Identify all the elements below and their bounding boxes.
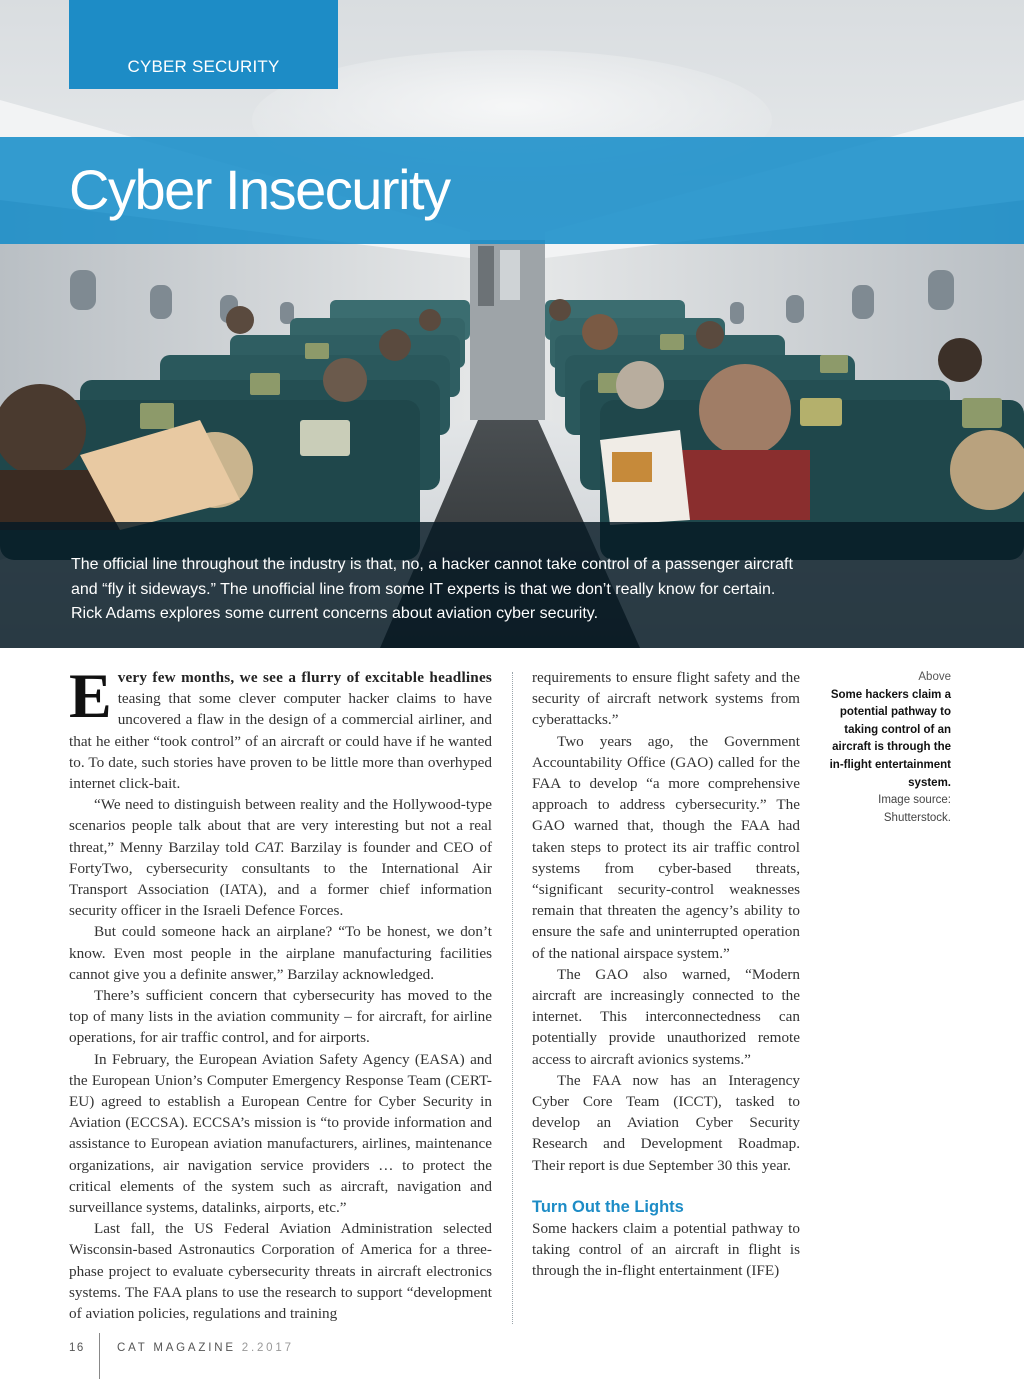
paragraph-3: But could someone hack an airplane? “To be honest, we don’t know. Even most people in the airplane manufacturing facilities cannot give you a definite answer,” Barzilay acknowledged. xyxy=(69,923,492,983)
paragraph-11: Some hackers claim a potential pathway to taking control of an aircraft in flight is through the in-flight entertainment (IFE) xyxy=(532,1219,800,1280)
footer-divider xyxy=(99,1333,100,1379)
paragraph-7: requirements to ensure flight safety and the security of aircraft network systems from cyberattacks.” xyxy=(532,669,800,729)
lead-in: very few months, we see a flurry of excitable headlines xyxy=(117,669,492,686)
drop-cap: E xyxy=(69,660,112,731)
paragraph-5: In February, the European Aviation Safety Agency (EASA) and the European Union’s Computer Emergency Response Team (CERT-EU) agreed to establish a European Centre for Cyber Security in Aviation (ECCSA). ECCSA’s mission is “to provide information and assistance to European aviation manufacturers, airlines, maintenance organizations, air navigation service providers … to protect the critical elements of the system such as aircraft, navigation and surveillance systems, datalinks, airports, etc.” xyxy=(69,1050,492,1217)
standfirst-line-3 xyxy=(71,602,951,627)
article-column-right xyxy=(532,667,800,1281)
paragraph-1 xyxy=(69,660,492,794)
publication-footer xyxy=(117,1342,294,1354)
page-title: Cyber Insecurity xyxy=(69,158,450,221)
standfirst-line-2: and “fly it sideways.” The unofficial line from some IT experts is that we don’t really know for certain. xyxy=(71,580,776,598)
page-number: 16 xyxy=(69,1342,85,1354)
caption-text: Some hackers claim a potential pathway to taking control of an aircraft is through the in-flight entertainment system. xyxy=(829,688,951,789)
article-column-left xyxy=(69,660,493,1324)
paragraph-10: The FAA now has an Interagency Cyber Core Team (ICCT), tasked to develop an Aviation Cyber Security Research and Development Roadmap. Their report is due September 30 this year. xyxy=(532,1071,800,1174)
subheading: Turn Out the Lights xyxy=(532,1197,684,1216)
column-divider xyxy=(512,672,513,1324)
standfirst-line-1: The official line throughout the industry is that, no, a hacker cannot take control of a passenger aircraft xyxy=(71,556,793,573)
paragraph-2-text-b: Barzilay is founder and CEO of FortyTwo, cybersecurity consultants to the International Air Transport Association (IATA), and a former chief information security officer in the Israeli Defence Forces. xyxy=(69,838,493,920)
paragraph-1-text: teasing that some clever computer hacker claims to have uncovered a flaw in the design of a commercial airliner, and that he either “took control” of an aircraft or could have if he wanted to. To date, such stories have proven to be little more than overhyped internet click-bait. xyxy=(69,690,492,793)
paragraph-4: There’s sufficient concern that cybersecurity has moved to the top of many lists in the aviation community – for aircraft, for airline operations, for air traffic control, and for airports. xyxy=(69,987,492,1047)
caption-source: Image source: Shutterstock. xyxy=(878,794,951,824)
author-name: Rick Adams xyxy=(71,605,156,622)
paragraph-9: The GAO also warned, “Modern aircraft are increasingly connected to the internet. This interconnectedness can potentially provide unauthorized remote access to aircraft avionics systems.” xyxy=(532,965,800,1068)
hero-image-area xyxy=(0,0,1024,648)
magazine-name: CAT. xyxy=(254,838,285,856)
section-label: CYBER SECURITY xyxy=(127,57,280,76)
caption-label: Above xyxy=(918,671,951,683)
section-tab xyxy=(69,0,338,89)
photo-caption xyxy=(826,669,951,827)
paragraph-6: Last fall, the US Federal Aviation Administration selected Wisconsin-based Astronautics Corporation of America for a three-phase project to evaluate cybersecurity threats in aircraft electronics systems. The FAA plans to use the research to support “development of aviation policies, regulations and training xyxy=(69,1220,492,1323)
standfirst-line-3-text: explores some current concerns about aviation cyber security. xyxy=(159,605,599,622)
standfirst xyxy=(71,553,951,627)
paragraph-8: Two years ago, the Government Accountability Office (GAO) called for the FAA to develop “a more comprehensive approach to address cybersecurity.” The GAO warned that, though the FAA had taken steps to protect its air traffic control systems from cyber-based threats, “significant security-control weaknesses remain that threaten the agency’s ability to ensure the safe and uninterrupted operation of the national airspace system.” xyxy=(532,732,800,962)
publication-name: CAT MAGAZINE xyxy=(117,1342,236,1354)
issue-number: 2.2017 xyxy=(241,1342,294,1354)
paragraph-2-text-a: “We need to distinguish between reality and the Hollywood-type scenarios people talk about that are very interesting but not a real threat,” Menny Barzilay told xyxy=(69,796,492,856)
paragraph-2 xyxy=(69,794,492,921)
